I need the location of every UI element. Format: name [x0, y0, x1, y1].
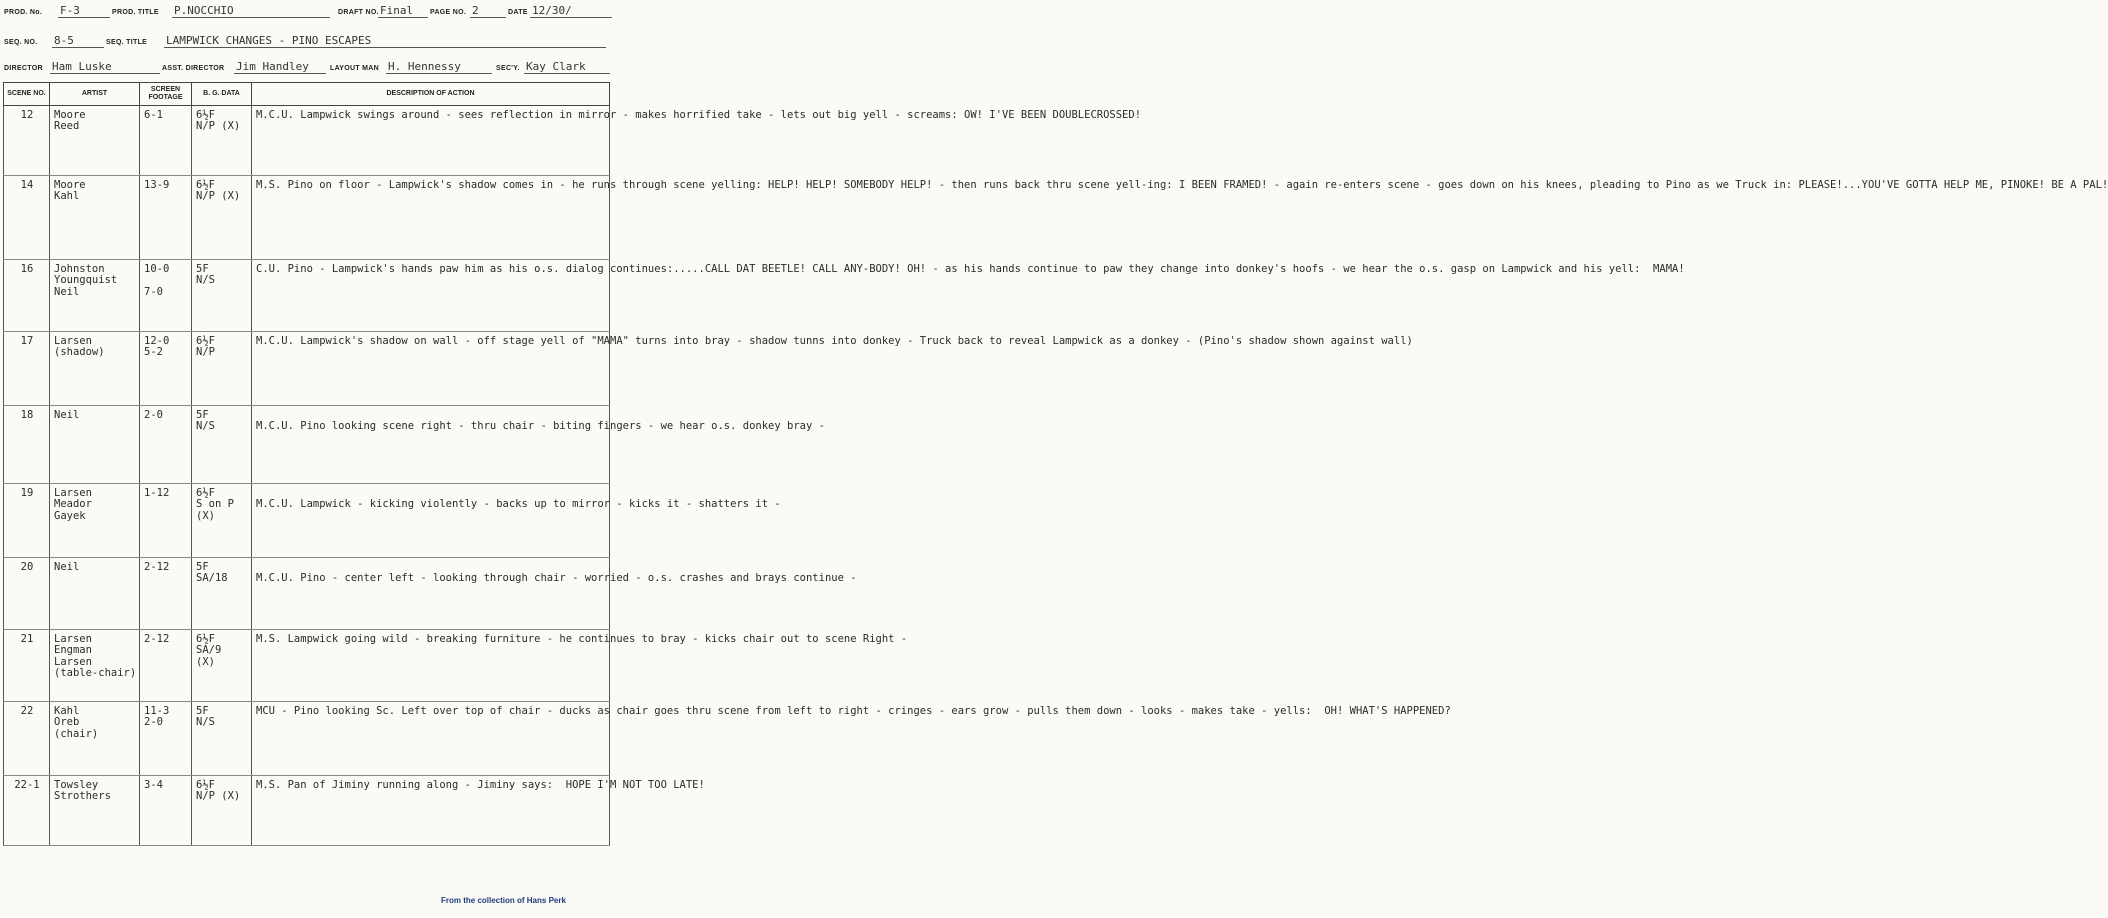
- artist-cell: Larsen (shadow): [50, 332, 140, 406]
- table-row: [4, 176, 610, 260]
- prod-title-value: P.NOCCHIO: [172, 5, 330, 18]
- bg-data-cell: 6½F S on P (X): [192, 484, 252, 558]
- artist-cell: Moore Reed: [50, 106, 140, 176]
- bg-data-cell: 5F N/S: [192, 702, 252, 776]
- bg-data-cell: 5F N/S: [192, 406, 252, 484]
- table-row: [4, 406, 610, 484]
- layout-man-label: LAYOUT MAN: [330, 65, 380, 72]
- page-no-value: 2: [470, 5, 506, 18]
- secy-label: SEC'Y.: [496, 65, 520, 72]
- collection-credit: From the collection of Hans Perk: [441, 896, 566, 905]
- description-cell: M.C.U. Pino looking scene right - thru chair - biting fingers - we hear o.s. donkey bray -: [252, 406, 610, 484]
- action-sheet-table: [3, 82, 2108, 846]
- prod-no-label: PROD. No.: [4, 9, 43, 16]
- scene-number: 14: [4, 176, 50, 260]
- prod-title-label: PROD. TITLE: [112, 9, 159, 16]
- bg-data-cell: 5F N/S: [192, 260, 252, 332]
- table-row: [4, 630, 610, 702]
- footage-cell: 2-12: [140, 630, 192, 702]
- description-cell: M.C.U. Pino - center left - looking through chair - worried - o.s. crashes and brays continue -: [252, 558, 610, 630]
- footage-cell: 10-0 7-0: [140, 260, 192, 332]
- col-scene-no: SCENE NO.: [4, 83, 50, 106]
- description-cell: M.S. Pino on floor - Lampwick's shadow comes in - he runs through scene yelling: HELP! HELP! SOMEBODY HELP! - then runs back thru scene yell-ing: I BEEN FRAMED! - again re-enters scene - goes down on his knees, pleading to Pino as we Truck in: PLEASE!...YOU'VE GOTTA HELP ME, PINOKE! BE A PAL!: [252, 176, 610, 260]
- footage-cell: 11-3 2-0: [140, 702, 192, 776]
- draft-no-value: Final: [378, 5, 428, 18]
- footage-cell: 2-12: [140, 558, 192, 630]
- bg-data-cell: 6½F N/P (X): [192, 176, 252, 260]
- artist-cell: Johnston Youngquist Neil: [50, 260, 140, 332]
- date-value: 12/30/: [530, 5, 612, 18]
- director-label: DIRECTOR: [4, 65, 43, 72]
- col-screen-footage: SCREEN FOOTAGE: [140, 83, 192, 106]
- description-cell: M.S. Pan of Jiminy running along - Jiminy says: HOPE I'M NOT TOO LATE!: [252, 776, 610, 846]
- director-value: Ham Luske: [50, 61, 160, 74]
- scene-number: 17: [4, 332, 50, 406]
- asst-director-value: Jim Handley: [234, 61, 326, 74]
- col-artist: ARTIST: [50, 83, 140, 106]
- col-description: DESCRIPTION OF ACTION: [252, 83, 610, 106]
- table-header-row: [4, 83, 610, 106]
- page-no-label: PAGE NO.: [430, 9, 467, 16]
- header-line-3: [0, 58, 615, 78]
- description-cell: M.C.U. Lampwick's shadow on wall - off stage yell of "MAMA" turns into bray - shadow tunns into donkey - Truck back to reveal Lampwick as a donkey - (Pino's shadow shown against wall): [252, 332, 610, 406]
- footage-cell: 12-0 5-2: [140, 332, 192, 406]
- seq-title-label: SEQ. TITLE: [106, 39, 148, 46]
- date-label: DATE: [508, 9, 528, 16]
- scene-number: 22-1: [4, 776, 50, 846]
- bg-data-cell: 6½F N/P: [192, 332, 252, 406]
- footage-cell: 3-4: [140, 776, 192, 846]
- bg-data-cell: 5F SA/18: [192, 558, 252, 630]
- bg-data-cell: 6½F N/P (X): [192, 776, 252, 846]
- description-cell: M.C.U. Lampwick - kicking violently - backs up to mirror - kicks it - shatters it -: [252, 484, 610, 558]
- col-bg-data: B. G. DATA: [192, 83, 252, 106]
- table-row: [4, 332, 610, 406]
- footage-cell: 1-12: [140, 484, 192, 558]
- prod-no-value: F-3: [58, 5, 110, 18]
- footage-cell: 6-1: [140, 106, 192, 176]
- table-row: [4, 776, 610, 846]
- layout-man-value: H. Hennessy: [386, 61, 492, 74]
- scene-number: 21: [4, 630, 50, 702]
- description-cell: M.S. Lampwick going wild - breaking furniture - he continues to bray - kicks chair out to scene Right -: [252, 630, 610, 702]
- description-cell: C.U. Pino - Lampwick's hands paw him as his o.s. dialog continues:.....CALL DAT BEETLE! CALL ANY-BODY! OH! - as his hands continue to paw they change into donkey's hoofs - we hear the o.s. gasp on Lampwick and his yell: MAMA!: [252, 260, 610, 332]
- header-line-1: [0, 2, 615, 22]
- table-row: [4, 106, 610, 176]
- table-row: [4, 484, 610, 558]
- artist-cell: Larsen Engman Larsen (table-chair): [50, 630, 140, 702]
- description-cell: MCU - Pino looking Sc. Left over top of chair - ducks as chair goes thru scene from left to right - cringes - ears grow - pulls them down - looks - makes take - yells: OH! WHAT'S HAPPENED?: [252, 702, 610, 776]
- asst-director-label: ASST. DIRECTOR: [162, 65, 225, 72]
- artist-cell: Neil: [50, 558, 140, 630]
- header-line-2: [0, 32, 615, 52]
- scene-number: 16: [4, 260, 50, 332]
- artist-cell: Moore Kahl: [50, 176, 140, 260]
- table-row: [4, 558, 610, 630]
- secy-value: Kay Clark: [524, 61, 610, 74]
- table-row: [4, 702, 610, 776]
- draft-no-label: DRAFT NO.: [338, 9, 379, 16]
- scene-number: 19: [4, 484, 50, 558]
- artist-cell: Neil: [50, 406, 140, 484]
- description-cell: M.C.U. Lampwick swings around - sees reflection in mirror - makes horrified take - lets out big yell - screams: OW! I'VE BEEN DOUBLECROSSED!: [252, 106, 610, 176]
- scene-number: 12: [4, 106, 50, 176]
- bg-data-cell: 6½F N/P (X): [192, 106, 252, 176]
- footage-cell: 2-0: [140, 406, 192, 484]
- artist-cell: Kahl Oreb (chair): [50, 702, 140, 776]
- scene-number: 18: [4, 406, 50, 484]
- seq-no-value: 8-5: [52, 35, 104, 48]
- artist-cell: Larsen Meador Gayek: [50, 484, 140, 558]
- footage-cell: 13-9: [140, 176, 192, 260]
- scene-number: 20: [4, 558, 50, 630]
- table-row: [4, 260, 610, 332]
- seq-title-value: LAMPWICK CHANGES - PINO ESCAPES: [164, 35, 606, 48]
- seq-no-label: SEQ. NO.: [4, 39, 38, 46]
- scene-number: 22: [4, 702, 50, 776]
- artist-cell: Towsley Strothers: [50, 776, 140, 846]
- bg-data-cell: 6½F SA/9 (X): [192, 630, 252, 702]
